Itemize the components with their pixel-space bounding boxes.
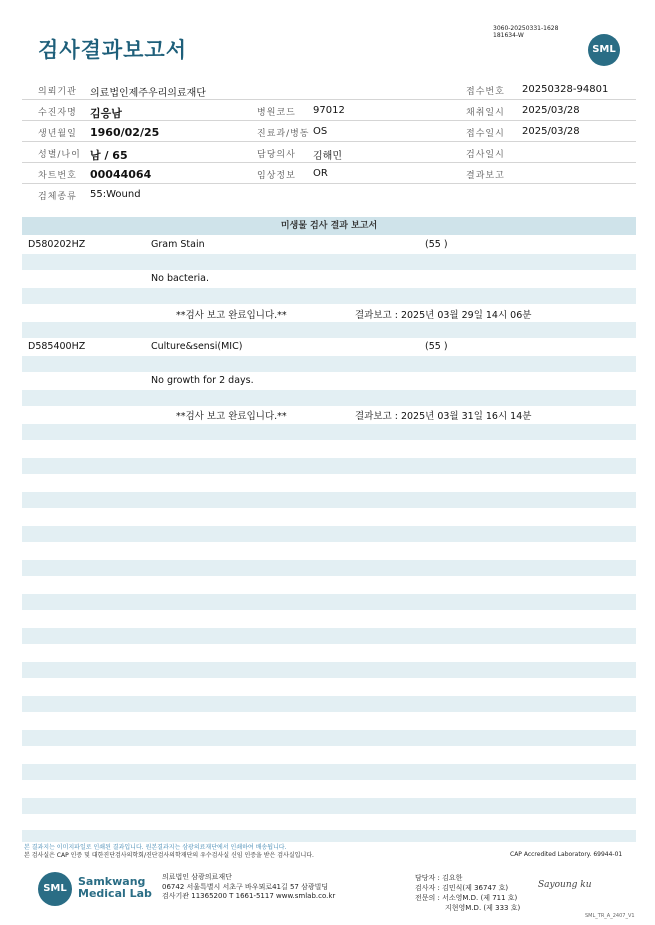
label-sex-age: 성별/나이: [38, 150, 81, 160]
footer-accreditation: 본 검사실은 CAP 인증 및 대한진단검사의학회/진단검사의학재단의 우수검사실 신임 인증을 받은 검사실입니다.: [24, 852, 314, 859]
results-header: 미생물 검사 결과 보고서: [22, 217, 636, 235]
lab-name-line1: Samkwang: [78, 875, 146, 888]
test1-report-time: 결과보고 : 2025년 03월 29일 14시 06분: [355, 310, 532, 321]
label-collection-date: 채취일시: [466, 108, 505, 118]
value-receipt-date: 2025/03/28: [522, 126, 580, 137]
footer-sml-logo: SML: [38, 872, 72, 906]
label-hospital-code: 병원코드: [257, 108, 296, 118]
test1-result: No bacteria.: [151, 273, 209, 284]
value-physician: 김해민: [313, 151, 342, 162]
signature: Sayoung ku: [538, 880, 592, 890]
test2-code: D585400HZ: [28, 341, 86, 352]
value-requesting-institution: 의료법인제주우리의료재단: [90, 88, 206, 99]
test1-code: D580202HZ: [28, 239, 86, 250]
sml-logo: SML: [588, 34, 620, 66]
value-collection-date: 2025/03/28: [522, 105, 580, 116]
label-requesting-institution: 의뢰기관: [38, 87, 77, 97]
form-code: SML_TR_A_2407_V1: [585, 913, 635, 919]
label-patient-name: 수진자명: [38, 108, 77, 118]
info-row-1: [22, 79, 636, 100]
address-line3: 검사기관 11365200 T 1661-5117 www.smlab.co.kr: [162, 892, 336, 900]
test2-name: Culture&sensi(MIC): [151, 341, 243, 352]
value-patient-name: 김응남: [90, 107, 122, 120]
test1-specimen: (55 ): [425, 239, 448, 250]
info-row-4: [22, 142, 636, 163]
doc-id-line2: 181634-W: [493, 32, 524, 39]
test1-complete: **검사 보고 완료입니다.**: [176, 310, 287, 321]
test2-complete: **검사 보고 완료입니다.**: [176, 411, 287, 422]
test2-specimen: (55 ): [425, 341, 448, 352]
value-sex-age: 남 / 65: [90, 149, 128, 162]
label-physician: 담당의사: [257, 150, 296, 160]
label-accession-number: 접수번호: [466, 87, 505, 97]
staff-specialist-2: 지현영M.D. (제 333 호): [445, 904, 521, 912]
cap-accreditation: CAP Accredited Laboratory. 69944-01: [510, 851, 623, 858]
label-test-date: 검사일시: [466, 150, 505, 160]
footer-staff: [415, 873, 520, 913]
staff-tester: 검사자 : 김민식(제 36747 호): [415, 884, 509, 892]
label-department: 진료과/병동: [257, 129, 310, 139]
staff-specialist-1: 전문의 : 서소영M.D. (제 711 호): [415, 894, 518, 902]
test2-result: No growth for 2 days.: [151, 375, 254, 386]
footer-notice: 본 결과지는 이미지파일로 인쇄된 결과입니다. 원본결과지는 삼광의료재단에서 인쇄하여 배송됩니다.: [24, 844, 287, 851]
label-receipt-date: 접수일시: [466, 129, 505, 139]
info-row-6: [22, 184, 636, 204]
test2-report-time: 결과보고 : 2025년 03월 31일 16시 14분: [355, 411, 532, 422]
label-birth-date: 생년월일: [38, 129, 77, 139]
label-specimen-type: 검체종류: [38, 192, 77, 202]
page-title: 검사결과보고서: [38, 38, 188, 62]
label-chart-number: 차트번호: [38, 171, 77, 181]
label-result-report: 결과보고: [466, 171, 505, 181]
info-row-3: [22, 121, 636, 142]
value-specimen-type: 55:Wound: [90, 189, 141, 200]
lab-name-line2: Medical Lab: [78, 887, 152, 900]
value-clinical-info: OR: [313, 168, 328, 179]
value-accession-number: 20250328-94801: [522, 84, 609, 95]
test1-name: Gram Stain: [151, 239, 205, 250]
value-birth-date: 1960/02/25: [90, 126, 160, 139]
value-chart-number: 00044064: [90, 168, 152, 181]
info-row-2: [22, 100, 636, 121]
footer-address: [162, 873, 335, 902]
address-line1: 의료법인 삼광의료재단: [162, 873, 232, 881]
footer-lab-name: [78, 876, 158, 900]
value-department: OS: [313, 126, 328, 137]
value-hospital-code: 97012: [313, 105, 345, 116]
address-line2: 06742 서울특별시 서초구 바우뫼로41길 57 삼광빌딩: [162, 882, 329, 891]
document-id: [493, 25, 558, 39]
doc-id-line1: 3060-20250331-1628: [493, 25, 559, 32]
label-clinical-info: 임상정보: [257, 171, 296, 181]
info-row-5: [22, 163, 636, 184]
staff-contact: 담당자 : 김요한: [415, 874, 463, 882]
